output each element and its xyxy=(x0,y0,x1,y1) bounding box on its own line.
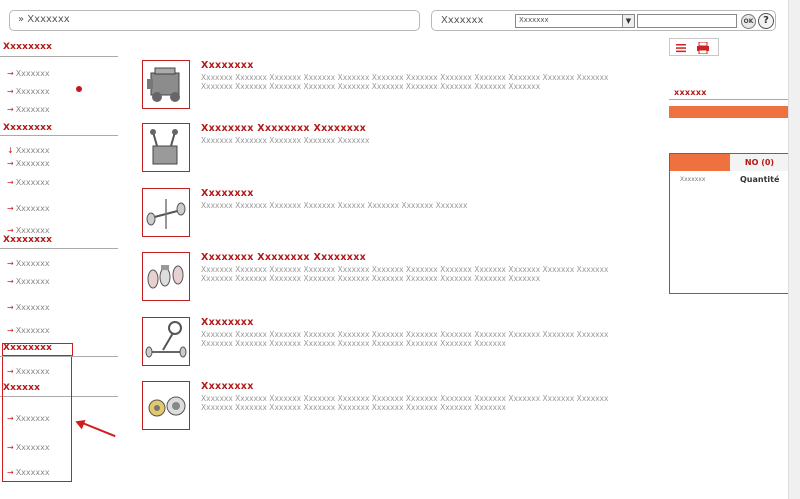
arrow-right-icon: → xyxy=(7,159,14,168)
arrow-right-icon: → xyxy=(7,105,14,114)
sidebar-section-title: Xxxxxxxx xyxy=(3,42,53,52)
wheel-hub-thumbnail[interactable] xyxy=(142,381,190,430)
category-title[interactable]: Xxxxxxxx xyxy=(201,381,254,392)
category-title[interactable]: Xxxxxxxx xyxy=(201,188,254,199)
ok-button[interactable]: OK xyxy=(741,14,756,29)
arrow-right-icon: → xyxy=(7,204,14,213)
sidebar-item-label: Xxxxxxx xyxy=(15,159,50,168)
sidebar-item-label: Xxxxxxx xyxy=(15,468,50,477)
view-toolbar xyxy=(669,38,719,56)
sidebar-item-label: Xxxxxxx xyxy=(15,178,50,187)
brakes-thumbnail[interactable] xyxy=(142,252,190,301)
arrow-right-icon: → xyxy=(7,178,14,187)
panel-divider xyxy=(669,99,789,100)
arrow-right-icon: → xyxy=(7,226,14,235)
sidebar-section-title: Xxxxxxxx xyxy=(3,123,53,133)
arrow-right-icon: → xyxy=(7,303,14,312)
sidebar-item[interactable] xyxy=(7,226,50,235)
category-description: Xxxxxxx Xxxxxxx Xxxxxxx Xxxxxxx Xxxxxxx Xxxxxxx Xxxxxxx Xxxxxxx Xxxxxxx Xxxxxxx Xxxxxxx Xxxxxxx Xxxxxxx Xxxxxxx Xxxxxxx Xxxxxxx Xxxxxxx Xxxxxxx Xxxxxxx Xxxxxxx Xxxxxxx Xxxxxxx xyxy=(201,73,609,91)
list-icon[interactable] xyxy=(676,43,686,53)
right-panel xyxy=(669,38,789,298)
axle-thumbnail[interactable] xyxy=(142,188,190,237)
help-button[interactable]: ? xyxy=(758,13,774,29)
sidebar-item-label: Xxxxxxx xyxy=(15,443,50,452)
sidebar-item[interactable] xyxy=(7,159,50,168)
sidebar-item-label: Xxxxxxx xyxy=(15,367,50,376)
scrollbar[interactable] xyxy=(788,0,800,499)
arrow-right-icon: → xyxy=(7,277,14,286)
active-indicator-dot xyxy=(76,86,82,92)
sidebar-item-label: Xxxxxxx xyxy=(15,326,50,335)
sidebar-divider xyxy=(0,56,118,57)
arrow-right-icon: → xyxy=(7,443,14,452)
category-title[interactable]: Xxxxxxxx Xxxxxxxx Xxxxxxxx xyxy=(201,252,367,263)
sidebar-item-label: Xxxxxxx xyxy=(15,414,50,423)
category-row[interactable] xyxy=(140,60,640,114)
cart-column-header: Xxxxxxx xyxy=(680,176,706,183)
category-title[interactable]: Xxxxxxxx xyxy=(201,317,254,328)
cart-quantity-header: Quantité xyxy=(740,175,780,184)
arrow-right-icon: → xyxy=(7,367,14,376)
category-title[interactable]: Xxxxxxxx xyxy=(201,60,254,71)
sidebar-item-label: Xxxxxxx xyxy=(15,226,50,235)
sidebar-section-title: Xxxxxx xyxy=(3,383,41,393)
search-bar xyxy=(431,10,776,31)
category-title[interactable]: Xxxxxxxx Xxxxxxxx Xxxxxxxx xyxy=(201,123,367,134)
category-row[interactable] xyxy=(140,123,640,177)
select-value: Xxxxxxx xyxy=(519,16,549,24)
arrow-right-icon: → xyxy=(7,69,14,78)
arrow-right-icon: → xyxy=(7,259,14,268)
category-description: Xxxxxxx Xxxxxxx Xxxxxxx Xxxxxxx Xxxxxx Xxxxxxx Xxxxxxx Xxxxxxx xyxy=(201,201,468,210)
sidebar-section-title: Xxxxxxxx xyxy=(3,343,53,353)
steering-thumbnail[interactable] xyxy=(142,317,190,366)
sidebar-item[interactable] xyxy=(7,277,50,286)
category-row[interactable] xyxy=(140,188,640,242)
sidebar-item-label: Xxxxxxx xyxy=(15,303,50,312)
sidebar-item[interactable] xyxy=(7,87,50,96)
sidebar-divider xyxy=(0,248,118,249)
panel-title: xxxxxx xyxy=(674,88,707,97)
arrow-right-icon: → xyxy=(7,87,14,96)
arrow-down-icon: ↓ xyxy=(7,146,14,155)
sidebar-item-label: Xxxxxxx xyxy=(15,259,50,268)
highlight-box xyxy=(2,343,73,356)
sidebar-item-label: Xxxxxxx xyxy=(15,105,50,114)
category-description: Xxxxxxx Xxxxxxx Xxxxxxx Xxxxxxx Xxxxxxx Xxxxxxx Xxxxxxx Xxxxxxx Xxxxxxx Xxxxxxx Xxxxxxx Xxxxxxx Xxxxxxx Xxxxxxx Xxxxxxx Xxxxxxx Xxxxxxx Xxxxxxx Xxxxxxx Xxxxxxx Xxxxxxx Xxxxxxx xyxy=(201,265,609,283)
search-type-select[interactable] xyxy=(515,14,635,28)
sidebar-item[interactable] xyxy=(7,326,50,335)
sidebar-item-label: Xxxxxxx xyxy=(15,69,50,78)
category-description: Xxxxxxx Xxxxxxx Xxxxxxx Xxxxxxx Xxxxxxx xyxy=(201,136,370,145)
gearbox-thumbnail[interactable] xyxy=(142,123,190,172)
sidebar-item[interactable] xyxy=(7,303,50,312)
print-icon[interactable] xyxy=(697,42,709,54)
cart-tab-active[interactable] xyxy=(670,154,730,171)
sidebar-item[interactable] xyxy=(7,69,50,78)
sidebar-item[interactable] xyxy=(7,105,50,114)
search-input[interactable] xyxy=(637,14,737,28)
sidebar-item[interactable] xyxy=(7,178,50,187)
arrow-right-icon: → xyxy=(7,468,14,477)
sidebar-section-title: Xxxxxxxx xyxy=(3,235,53,245)
sidebar-item-label: Xxxxxxx xyxy=(15,146,50,155)
category-list xyxy=(140,38,650,488)
sidebar-item[interactable] xyxy=(7,259,50,268)
chevron-down-icon[interactable]: ▼ xyxy=(622,15,634,27)
category-row[interactable] xyxy=(140,252,640,306)
sidebar-item-label: Xxxxxxx xyxy=(15,87,50,96)
breadcrumb[interactable]: » Xxxxxxx xyxy=(9,10,420,31)
cart-box xyxy=(669,153,789,294)
category-description: Xxxxxxx Xxxxxxx Xxxxxxx Xxxxxxx Xxxxxxx Xxxxxxx Xxxxxxx Xxxxxxx Xxxxxxx Xxxxxxx Xxxxxxx Xxxxxxx Xxxxxxx Xxxxxxx Xxxxxxx Xxxxxxx Xxxxxxx Xxxxxxx Xxxxxxx Xxxxxxx Xxxxxxx xyxy=(201,394,609,412)
search-label: Xxxxxxx xyxy=(441,15,484,26)
engine-thumbnail[interactable] xyxy=(142,60,190,109)
category-row[interactable] xyxy=(140,381,640,435)
sidebar-item[interactable] xyxy=(7,204,50,213)
highlight-box xyxy=(2,357,72,482)
cart-tab[interactable]: NO (0) xyxy=(730,154,789,171)
sidebar-item-label: Xxxxxxx xyxy=(15,277,50,286)
category-description: Xxxxxxx Xxxxxxx Xxxxxxx Xxxxxxx Xxxxxxx Xxxxxxx Xxxxxxx Xxxxxxx Xxxxxxx Xxxxxxx Xxxxxxx Xxxxxxx Xxxxxxx Xxxxxxx Xxxxxxx Xxxxxxx Xxxxxxx Xxxxxxx Xxxxxxx Xxxxxxx Xxxxxxx xyxy=(201,330,609,348)
category-row[interactable] xyxy=(140,317,640,371)
top-bar xyxy=(0,0,800,38)
sidebar-item[interactable] xyxy=(7,146,50,155)
sidebar-item-label: Xxxxxxx xyxy=(15,204,50,213)
orange-bar xyxy=(669,106,788,118)
sidebar-divider xyxy=(0,135,118,136)
arrow-right-icon: → xyxy=(7,326,14,335)
arrow-right-icon: → xyxy=(7,414,14,423)
